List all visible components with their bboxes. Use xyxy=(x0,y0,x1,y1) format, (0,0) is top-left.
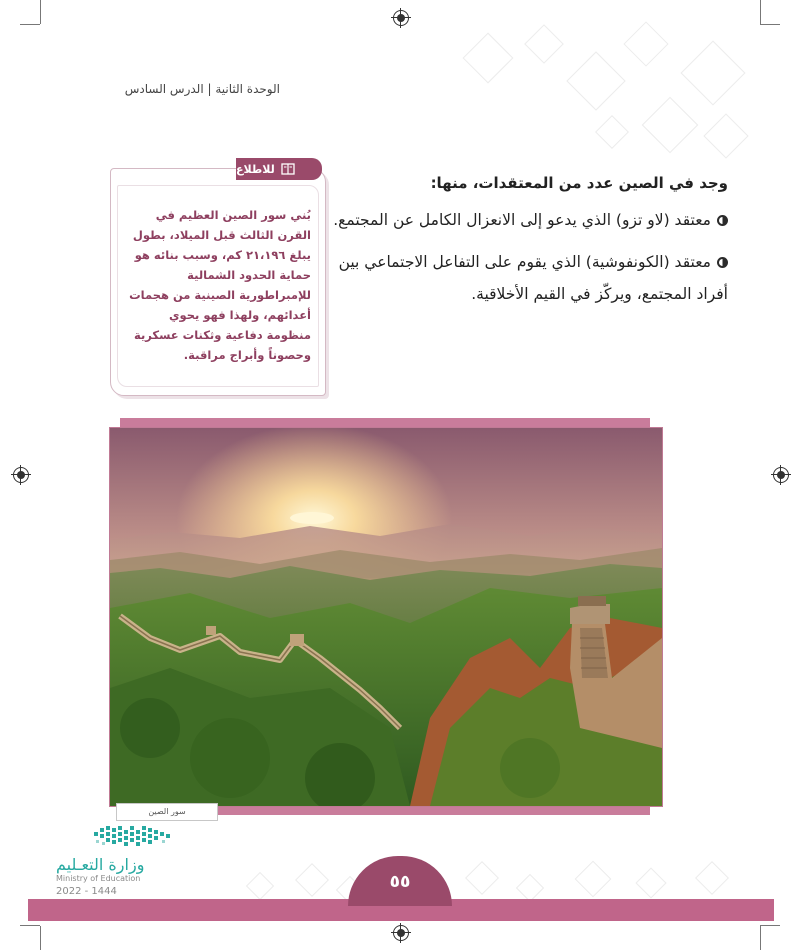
info-badge xyxy=(236,158,322,180)
intro-text: وجد في الصين عدد من المعتقدات، منها: xyxy=(430,174,728,192)
ministry-logo xyxy=(56,822,186,902)
great-wall-photo xyxy=(109,427,663,807)
registration-mark-right xyxy=(773,467,789,483)
ministry-logo-icon xyxy=(92,822,182,852)
list-item xyxy=(330,204,728,236)
bullet-icon xyxy=(717,215,728,226)
ministry-name-ar: وزارة التعـليم xyxy=(56,855,145,874)
list-item-text: معتقد (الكونفوشية) الذي يقوم على التفاعل الاجتماعي بين أفراد المجتمع، ويركّز في القيم الأخلاقية. xyxy=(338,253,728,303)
info-box-text: بُني سور الصين العظيم في القرن الثالث قبل الميلاد، بطول يبلغ ٢١،١٩٦ كم، وسبب بنائه هو حماية الحدود الشمالية للإمبراطورية الصينية من هجمات أعدائهم، ولهذا فهو يحوي منظومة دفاعية وثكنات عسكرية وحصوناً وأبراج مراقبة. xyxy=(129,208,311,362)
book-icon xyxy=(281,163,295,175)
registration-mark-top xyxy=(393,10,409,26)
ministry-year: 2022 - 1444 xyxy=(56,886,117,897)
page-number: ٥٥ xyxy=(389,872,411,892)
main-text xyxy=(330,170,728,310)
info-box xyxy=(110,168,326,396)
bullet-icon xyxy=(717,257,728,268)
registration-mark-bottom xyxy=(393,925,409,941)
info-badge-label: للاطلاع xyxy=(236,162,275,176)
registration-mark-left xyxy=(13,467,29,483)
breadcrumb: الوحدة الثانية | الدرس السادس xyxy=(124,82,280,96)
photo-caption-text: سور الصين xyxy=(148,807,186,816)
list-item-text: معتقد (لاو تزو) الذي يدعو إلى الانعزال الكامل عن المجتمع. xyxy=(333,211,711,229)
ministry-name-en: Ministry of Education xyxy=(56,874,141,883)
photo-caption xyxy=(116,803,218,821)
photo-frame-bar-top xyxy=(120,418,650,427)
list-item xyxy=(330,246,728,310)
